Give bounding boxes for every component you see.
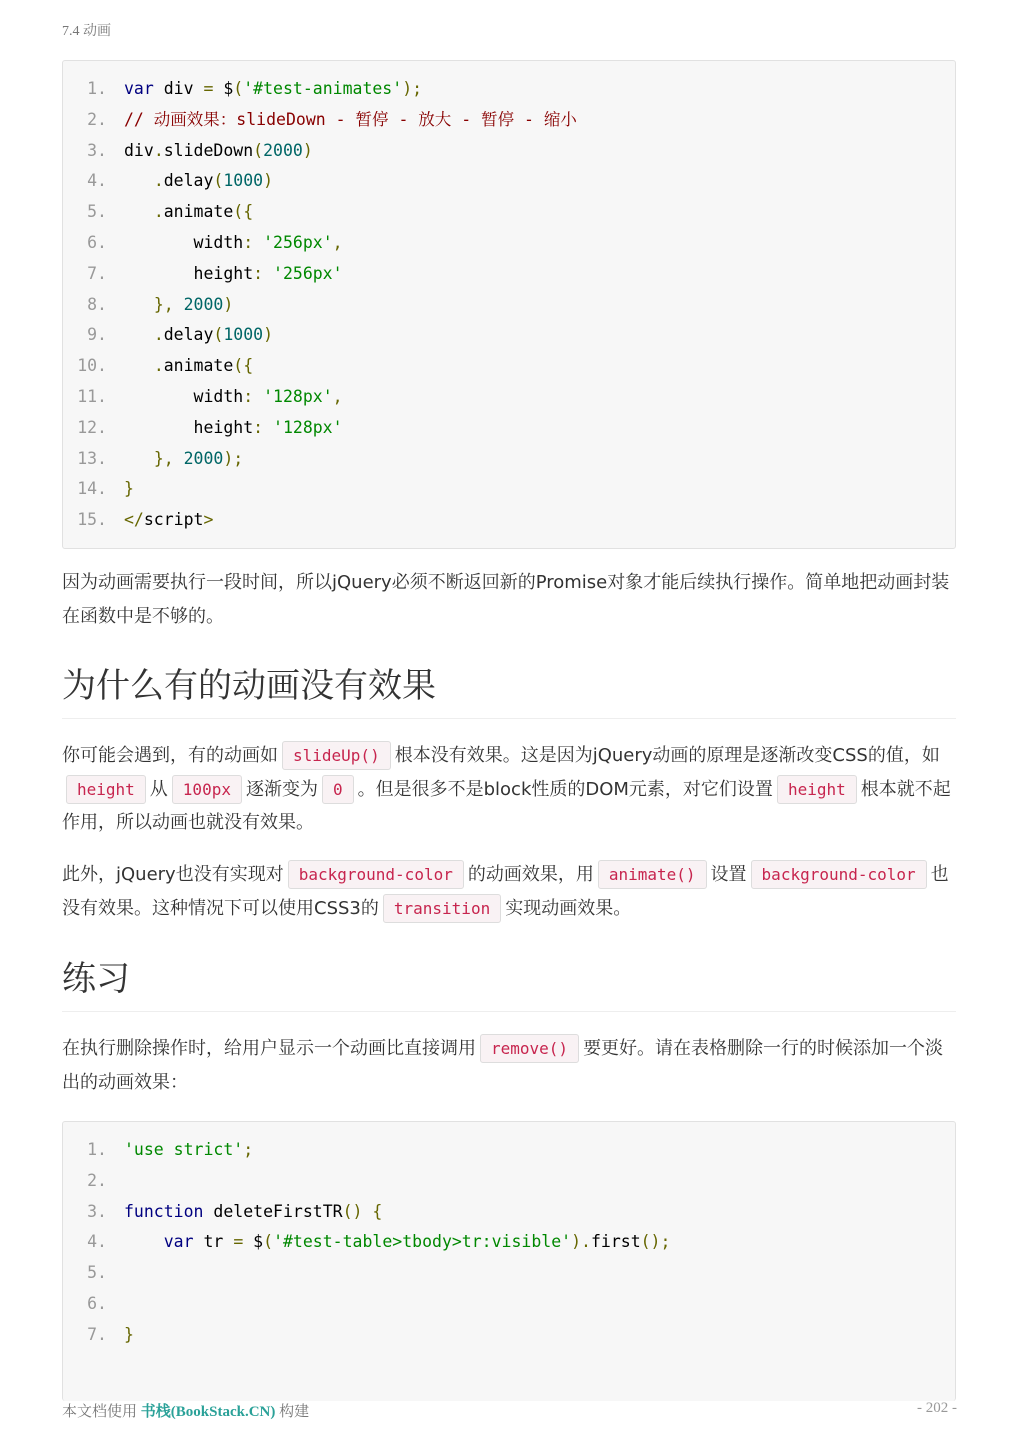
code-token: =	[233, 1232, 244, 1252]
code-token: (	[213, 171, 224, 191]
text-segment: 设置	[710, 864, 747, 885]
inline-code: background-color	[751, 860, 927, 889]
code-token: >	[203, 510, 214, 530]
code-token: $	[243, 1232, 264, 1252]
code-token: width	[124, 232, 244, 252]
footer-brand-link[interactable]: 书栈(BookStack.CN)	[140, 1404, 276, 1420]
code-line	[63, 228, 955, 259]
code-token: tr	[193, 1232, 234, 1252]
code-token: .	[153, 171, 164, 191]
code-token: $	[213, 79, 234, 98]
code-token: script	[143, 510, 204, 530]
footer-prefix: 本文档使用	[62, 1404, 138, 1420]
line-number: 7.	[87, 263, 107, 283]
code-token: )	[223, 294, 234, 314]
code-text	[107, 413, 343, 444]
code-token: ,	[332, 386, 343, 406]
code-text	[107, 1227, 670, 1258]
line-number: 7.	[87, 1324, 107, 1344]
inline-code: animate()	[598, 860, 707, 889]
code-token: slideDown	[163, 140, 254, 160]
code-line	[63, 1227, 955, 1258]
code-token: :	[253, 417, 264, 437]
page-number: - 202 -	[917, 1400, 957, 1416]
code-line	[63, 1135, 955, 1166]
code-token: .	[153, 140, 164, 160]
footer-credit	[62, 1400, 309, 1421]
code-token: .	[153, 356, 164, 376]
line-number: 6.	[87, 232, 107, 252]
code-line	[63, 1166, 955, 1197]
line-number: 5.	[87, 202, 107, 222]
code-token: (	[253, 140, 264, 160]
code-line	[63, 320, 955, 351]
code-token: 2000	[183, 448, 224, 468]
code-token	[124, 1232, 164, 1251]
code-text	[107, 259, 343, 290]
code-token: :	[253, 263, 264, 283]
code-token: );	[223, 448, 244, 468]
code-text	[107, 351, 253, 382]
page-header: 7.4 动画	[62, 24, 111, 39]
inline-code: transition	[383, 894, 501, 923]
code-token: }	[124, 479, 134, 499]
code-token	[253, 233, 263, 252]
code-token: animate	[163, 356, 234, 376]
line-number: 9.	[87, 325, 107, 345]
heading-exercise: 练习	[62, 957, 956, 1012]
code-line	[63, 259, 955, 290]
code-token: )	[263, 325, 274, 345]
code-token: (	[263, 1232, 274, 1252]
code-line	[63, 1320, 955, 1351]
code-token: }	[124, 1324, 134, 1344]
code-text	[107, 1135, 253, 1166]
code-token: animate	[163, 202, 234, 222]
text-segment: 实现动画效果。	[505, 897, 632, 919]
code-token	[263, 418, 273, 437]
code-token: (	[213, 325, 224, 345]
code-line	[63, 505, 955, 536]
code-token: deleteFirstTR	[203, 1201, 343, 1221]
text-segment: 你可能会遇到，有的动画如	[62, 745, 278, 766]
code-token: 1000	[223, 171, 264, 191]
code-block-exercise	[62, 1121, 956, 1401]
code-token: ,	[332, 232, 343, 252]
inline-code: background-color	[288, 860, 464, 889]
code-line	[63, 1289, 955, 1320]
code-token: delay	[163, 171, 214, 191]
code-token	[124, 295, 154, 314]
code-token	[124, 449, 154, 468]
code-line	[63, 1197, 955, 1228]
code-token	[253, 387, 263, 406]
code-token: '128px'	[263, 386, 333, 406]
code-token	[124, 325, 154, 344]
text-segment: 在执行删除操作时，给用户显示一个动画比直接调用	[62, 1038, 476, 1059]
code-token: div	[124, 140, 154, 160]
code-text	[107, 320, 273, 351]
code-token: );	[402, 79, 423, 98]
code-token: var	[124, 79, 154, 98]
code-line	[63, 74, 955, 105]
line-number: 14.	[77, 479, 107, 499]
code-token: delay	[163, 325, 214, 345]
inline-code: height	[66, 775, 146, 804]
footer-suffix: 构建	[279, 1404, 310, 1420]
line-number: 2.	[87, 109, 107, 129]
text-segment: 逐渐变为	[245, 778, 318, 800]
code-text	[107, 136, 313, 167]
code-token: )	[302, 140, 313, 160]
code-token: height	[124, 263, 254, 283]
code-token: // 动画效果：slideDown - 暂停 - 放大 - 暂停 - 缩小	[124, 109, 577, 129]
code-text	[107, 290, 233, 321]
code-token: ).	[571, 1232, 591, 1252]
inline-code: height	[777, 775, 857, 804]
code-token: height	[124, 417, 254, 437]
code-token: },	[153, 294, 174, 314]
text-segment: 。但是很多不是block性质的DOM元素，对它们设置	[357, 778, 773, 800]
text-segment: 根本就不起作用，所以动画也就没有效果。	[62, 778, 951, 833]
code-text	[107, 505, 213, 536]
code-token	[174, 449, 184, 468]
code-text	[107, 474, 134, 505]
code-line	[63, 382, 955, 413]
code-text	[107, 105, 577, 136]
code-text	[107, 1320, 134, 1351]
code-line	[63, 105, 955, 136]
line-number: 5.	[87, 1263, 107, 1283]
paragraph-no-effect-reason	[62, 739, 956, 840]
text-segment: 要更好。请在表格删除一行的时候添加一个淡出的动画效果：	[62, 1038, 944, 1093]
code-text	[107, 382, 343, 413]
code-token	[124, 171, 154, 190]
code-token: '#test-table>tbody>tr:visible'	[273, 1232, 572, 1252]
code-line	[63, 444, 955, 475]
line-number: 1.	[87, 1140, 107, 1159]
heading-why-no-effect: 为什么有的动画没有效果	[62, 664, 956, 719]
code-token	[124, 356, 154, 375]
code-token: '256px'	[273, 263, 343, 283]
inline-code: 0	[322, 775, 354, 804]
code-token: var	[163, 1232, 194, 1252]
line-number: 10.	[77, 356, 107, 376]
code-token: {	[372, 1201, 383, 1221]
code-token: ({	[233, 202, 254, 222]
line-number: 6.	[87, 1293, 107, 1313]
code-token: },	[153, 448, 174, 468]
code-token: 'use strict'	[124, 1140, 244, 1159]
inline-code: 100px	[172, 775, 242, 804]
code-text	[107, 1166, 124, 1197]
code-token: .	[153, 202, 164, 222]
code-token: div	[153, 79, 204, 98]
code-text	[107, 228, 343, 259]
paragraph-background-color	[62, 858, 956, 925]
line-number: 12.	[77, 417, 107, 437]
inline-code: remove()	[480, 1034, 579, 1063]
code-token: '128px'	[273, 417, 343, 437]
code-line	[63, 290, 955, 321]
code-token	[174, 295, 184, 314]
paragraph-exercise-task	[62, 1032, 956, 1099]
code-line	[63, 166, 955, 197]
code-text	[107, 197, 253, 228]
code-line	[63, 136, 955, 167]
code-token: ();	[640, 1232, 671, 1252]
line-number: 11.	[77, 386, 107, 406]
code-text	[107, 74, 422, 105]
text-segment: 此外，jQuery也没有实现对	[62, 864, 284, 885]
line-number: 8.	[87, 294, 107, 314]
line-number: 2.	[87, 1170, 107, 1190]
text-segment: 根本没有效果。这是因为jQuery动画的原理是逐渐改变CSS的值，如	[394, 745, 940, 766]
text-segment: 也没有效果。这种情况下可以使用CSS3的	[62, 864, 949, 919]
code-token	[362, 1202, 372, 1221]
paragraph-promise-note: 因为动画需要执行一段时间，所以jQuery必须不断返回新的Promise对象才能后续执行操作。简单地把动画封装在函数中是不够的。	[62, 572, 950, 627]
line-number: 3.	[87, 1201, 107, 1221]
code-line	[63, 351, 955, 382]
text-segment: 的动画效果，用	[467, 864, 594, 885]
line-number: 15.	[77, 510, 107, 530]
code-token: function	[124, 1201, 204, 1221]
code-line	[63, 413, 955, 444]
line-number: 4.	[87, 171, 107, 191]
code-text	[107, 444, 243, 475]
line-number: 1.	[87, 79, 107, 98]
code-text	[107, 1197, 382, 1228]
code-token: '256px'	[263, 232, 333, 252]
code-token: ()	[342, 1201, 363, 1221]
line-number: 4.	[87, 1232, 107, 1252]
code-line	[63, 474, 955, 505]
code-token: width	[124, 386, 244, 406]
code-text	[107, 166, 273, 197]
text-segment: 从	[149, 778, 168, 800]
code-token: first	[590, 1232, 641, 1252]
code-token: 2000	[183, 294, 224, 314]
code-token: (	[233, 79, 244, 98]
code-line	[63, 1258, 955, 1289]
code-token: :	[243, 386, 254, 406]
code-text	[107, 1289, 124, 1320]
code-token: ({	[233, 356, 254, 376]
code-token: )	[263, 171, 274, 191]
code-block-animate-example	[62, 60, 956, 549]
line-number: 13.	[77, 448, 107, 468]
code-token: =	[203, 79, 214, 98]
code-text	[107, 1258, 124, 1289]
code-token	[263, 264, 273, 283]
code-token	[124, 202, 154, 221]
code-token: :	[243, 232, 254, 252]
code-token: '#test-animates'	[243, 79, 403, 98]
inline-code: slideUp()	[282, 741, 391, 770]
code-token: ;	[243, 1140, 254, 1159]
line-number: 3.	[87, 140, 107, 160]
code-token: 1000	[223, 325, 264, 345]
code-token: .	[153, 325, 164, 345]
code-line	[63, 197, 955, 228]
code-token: </	[124, 510, 144, 530]
code-token: 2000	[263, 140, 303, 160]
